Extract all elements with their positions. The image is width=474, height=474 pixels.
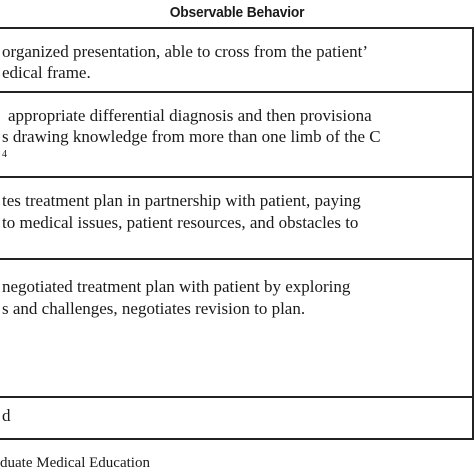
row-text-line: s and challenges, negotiates revision to plan. — [2, 299, 306, 318]
table-rule-bottom — [0, 438, 474, 440]
row-text-line: s drawing knowledge from more than one limb of the C — [2, 127, 381, 146]
row-text-line: edical frame. — [2, 63, 91, 82]
table-row — [0, 398, 474, 438]
table-row — [0, 93, 474, 176]
row-text-line: appropriate differential diagnosis and then provisiona — [8, 106, 372, 125]
table-header-title: Observable Behavior — [169, 4, 305, 21]
row-text-line: organized presentation, able to cross from the patient’ — [2, 42, 369, 61]
row-text-line: to medical issues, patient resources, and obstacles to — [2, 213, 359, 232]
table-row — [0, 28, 474, 91]
row-superscript: 4 — [2, 149, 7, 160]
table-row — [0, 178, 474, 258]
row-text-line: d — [2, 406, 11, 425]
table-footnote: duate Medical Education — [0, 455, 150, 471]
row-text-line: negotiated treatment plan with patient by exploring — [2, 277, 351, 296]
table-row — [0, 260, 474, 396]
row-text-line: tes treatment plan in partnership with patient, paying — [2, 191, 361, 210]
table-header — [0, 0, 474, 28]
